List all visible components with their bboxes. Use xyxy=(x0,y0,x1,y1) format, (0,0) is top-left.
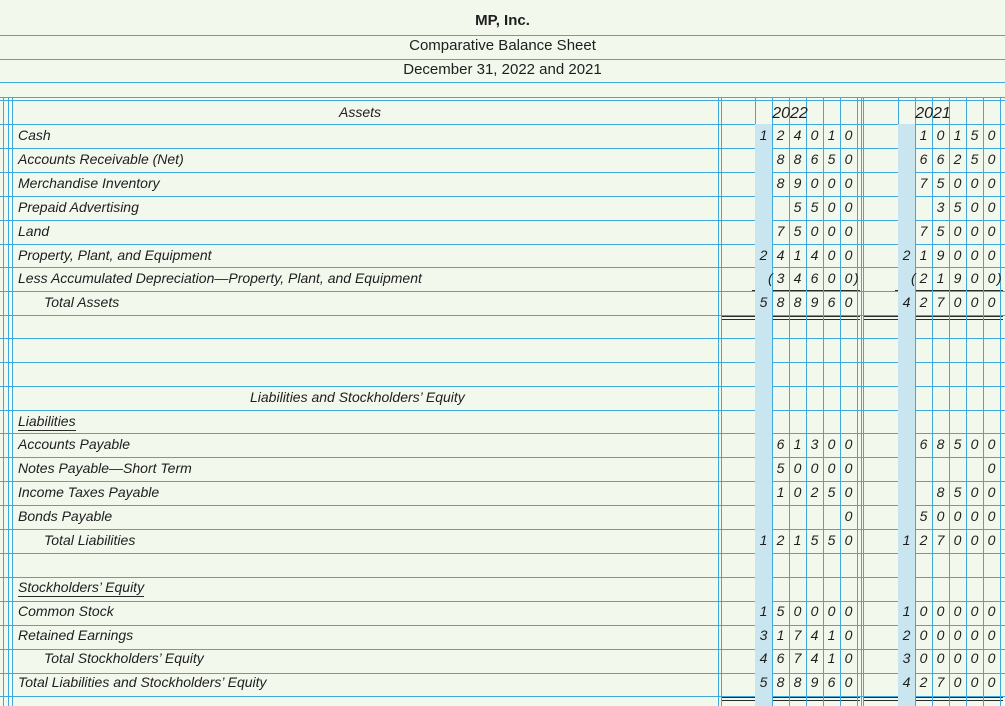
amount-2021-total-le-digit: 7 xyxy=(936,674,945,690)
row-rule xyxy=(0,244,1005,245)
column-rule xyxy=(718,97,719,706)
amount-2021-accum-dep-digit: 1 xyxy=(936,270,945,286)
amount-2021-total-se-digit: 0 xyxy=(919,650,928,666)
amount-2022-cash-digit: 0 xyxy=(810,127,819,143)
row-rule xyxy=(0,196,1005,197)
amount-2021-ar-digit: 5 xyxy=(970,151,979,167)
amount-2022-ar-digit: 5 xyxy=(827,151,836,167)
amount-2021-bonds-digit: 0 xyxy=(953,508,962,524)
amount-2022-land-digit: 0 xyxy=(810,223,819,239)
amount-2022-notes-digit: 0 xyxy=(827,460,836,476)
amount-2021-cash-digit: 1 xyxy=(953,127,962,143)
amount-2022-taxes-digit: 1 xyxy=(776,484,785,500)
column-rule xyxy=(721,97,722,706)
amount-2021-prepaid-digit: 5 xyxy=(953,199,962,215)
header-rule xyxy=(0,100,1005,101)
amount-2022-total-liab-digit: 0 xyxy=(844,532,853,548)
column-rule xyxy=(861,97,862,706)
row-label-taxes: Income Taxes Payable xyxy=(18,484,160,500)
amount-2021-land-digit: 7 xyxy=(919,223,928,239)
amount-2022-total-liab-digit: 2 xyxy=(776,532,785,548)
amount-2022-ppe-digit: 0 xyxy=(827,247,836,263)
amount-2021-cash-digit: 0 xyxy=(987,127,996,143)
amount-2021-bonds-digit: 5 xyxy=(919,508,928,524)
amount-2021-total-liab-digit: 0 xyxy=(953,532,962,548)
amount-2021-total-se-digit: 0 xyxy=(936,650,945,666)
equity-section-label: Stockholders’ Equity xyxy=(18,579,145,595)
amount-2022-ar-digit: 6 xyxy=(810,151,819,167)
row-label-ap: Accounts Payable xyxy=(18,436,131,452)
amount-2022-total-le-digit: 5 xyxy=(759,674,768,690)
amount-2022-ap-digit: 1 xyxy=(793,436,802,452)
amount-2022-ar-digit: 8 xyxy=(793,151,802,167)
row-label-total-assets: Total Assets xyxy=(44,294,120,310)
amount-2021-taxes-digit: 0 xyxy=(987,484,996,500)
amount-2022-taxes-digit: 0 xyxy=(793,484,802,500)
amount-2021-total-liab-digit: 0 xyxy=(987,532,996,548)
amount-2022-retained-digit: 1 xyxy=(827,627,836,643)
amount-2022-cash-digit: 2 xyxy=(776,127,785,143)
amount-2021-total-assets-digit: 7 xyxy=(936,294,945,310)
amount-2022-prepaid-digit: 0 xyxy=(844,199,853,215)
amount-2022-ar-digit: 8 xyxy=(776,151,785,167)
amount-2021-prepaid-digit: 0 xyxy=(970,199,979,215)
amount-2021-cash-digit: 1 xyxy=(919,127,928,143)
amount-2022-retained-digit: 3 xyxy=(759,627,768,643)
amount-2022-total-assets-digit: 5 xyxy=(759,294,768,310)
row-label-notes: Notes Payable—Short Term xyxy=(18,460,192,476)
amount-2021-land-digit: 0 xyxy=(953,223,962,239)
statement-title: Comparative Balance Sheet xyxy=(409,37,596,54)
amount-2021-total-liab-digit: 2 xyxy=(919,532,928,548)
amount-2021-accum-dep-close-paren: ) xyxy=(997,270,1002,286)
amount-2021-cash-digit: 0 xyxy=(936,127,945,143)
amount-2021-accum-dep-digit: 2 xyxy=(919,270,928,286)
row-rule xyxy=(0,553,1005,554)
amount-2022-prepaid-digit: 5 xyxy=(810,199,819,215)
amount-2022-accum-dep-digit: 4 xyxy=(793,270,802,286)
amount-2022-land-digit: 0 xyxy=(844,223,853,239)
amount-2022-inventory-digit: 0 xyxy=(844,175,853,191)
amount-2022-common-digit: 0 xyxy=(844,603,853,619)
amount-2022-total-se-digit: 7 xyxy=(793,650,802,666)
amount-2022-ap-digit: 3 xyxy=(810,436,819,452)
amount-2021-bonds-digit: 0 xyxy=(970,508,979,524)
row-label-prepaid: Prepaid Advertising xyxy=(18,199,139,215)
amount-2021-prepaid-digit: 3 xyxy=(936,199,945,215)
amount-2022-prepaid-digit: 5 xyxy=(793,199,802,215)
amount-2022-total-le-digit: 8 xyxy=(793,674,802,690)
amount-2022-accum-dep-digit: 6 xyxy=(810,270,819,286)
amount-2021-common-digit: 0 xyxy=(953,603,962,619)
row-rule xyxy=(0,362,1005,363)
amount-2021-ppe-digit: 0 xyxy=(987,247,996,263)
amount-2021-total-assets-digit: 2 xyxy=(919,294,928,310)
amount-2021-inventory-digit: 0 xyxy=(953,175,962,191)
amount-2021-total-assets-digit: 4 xyxy=(902,294,911,310)
row-rule xyxy=(0,529,1005,530)
amount-2021-land-digit: 0 xyxy=(970,223,979,239)
amount-2022-total-se-digit: 0 xyxy=(844,650,853,666)
row-rule xyxy=(0,457,1005,458)
row-rule xyxy=(0,505,1005,506)
row-label-ar: Accounts Receivable (Net) xyxy=(18,151,184,167)
amount-2021-total-liab-digit: 7 xyxy=(936,532,945,548)
amount-2022-total-le-digit: 8 xyxy=(776,674,785,690)
amount-2021-total-assets-digit: 0 xyxy=(987,294,996,310)
amount-2021-cash-digit: 5 xyxy=(970,127,979,143)
amount-2021-common-digit: 1 xyxy=(902,603,911,619)
amount-2021-bonds-digit: 0 xyxy=(936,508,945,524)
amount-2021-inventory-digit: 7 xyxy=(919,175,928,191)
amount-2021-accum-dep-digit: 0 xyxy=(970,270,979,286)
amount-2021-ar-digit: 6 xyxy=(936,151,945,167)
amount-2022-total-liab-digit: 5 xyxy=(810,532,819,548)
amount-2022-common-digit: 5 xyxy=(776,603,785,619)
row-rule xyxy=(0,625,1005,626)
amount-2021-total-le-digit: 0 xyxy=(953,674,962,690)
column-rule xyxy=(8,97,9,706)
amount-2022-bonds-digit: 0 xyxy=(844,508,853,524)
row-rule xyxy=(0,433,1005,434)
amount-2022-cash-digit: 1 xyxy=(759,127,768,143)
row-rule xyxy=(0,291,1005,292)
row-rule xyxy=(0,267,1005,268)
amount-2021-ppe-digit: 2 xyxy=(902,247,911,263)
amount-2022-total-le-digit: 6 xyxy=(827,674,836,690)
amount-2021-accum-dep-digit: 9 xyxy=(953,270,962,286)
amount-2022-total-assets-digit: 6 xyxy=(827,294,836,310)
amount-2022-prepaid-digit: 0 xyxy=(827,199,836,215)
amount-2021-ap-digit: 0 xyxy=(987,436,996,452)
amount-2022-accum-dep-digit: 0 xyxy=(844,270,853,286)
amount-2022-inventory-digit: 0 xyxy=(827,175,836,191)
amount-2022-taxes-digit: 0 xyxy=(844,484,853,500)
amount-2021-ap-digit: 0 xyxy=(970,436,979,452)
amount-2021-retained-digit: 0 xyxy=(936,627,945,643)
amount-2022-ppe-digit: 4 xyxy=(810,247,819,263)
amount-2022-accum-dep-close-paren: ) xyxy=(854,270,859,286)
row-label-total-se: Total Stockholders’ Equity xyxy=(44,650,204,666)
amount-2021-inventory-digit: 5 xyxy=(936,175,945,191)
amount-2021-common-digit: 0 xyxy=(970,603,979,619)
amount-2021-accum-dep-digit: 0 xyxy=(987,270,996,286)
row-label-bonds: Bonds Payable xyxy=(18,508,113,524)
row-rule xyxy=(0,577,1005,578)
amount-2021-land-digit: 0 xyxy=(987,223,996,239)
liab-equity-heading: Liabilities and Stockholders’ Equity xyxy=(250,389,465,405)
amount-2022-taxes-digit: 5 xyxy=(827,484,836,500)
amount-2022-total-assets-digit: 8 xyxy=(793,294,802,310)
row-rule xyxy=(0,601,1005,602)
amount-2022-inventory-digit: 8 xyxy=(776,175,785,191)
row-rule xyxy=(0,172,1005,173)
amount-2021-ppe-digit: 1 xyxy=(919,247,928,263)
amount-2021-taxes-digit: 5 xyxy=(953,484,962,500)
amount-2022-retained-digit: 4 xyxy=(810,627,819,643)
amount-2022-ar-digit: 0 xyxy=(844,151,853,167)
amount-2021-common-digit: 0 xyxy=(919,603,928,619)
amount-2021-taxes-digit: 0 xyxy=(970,484,979,500)
amount-2021-total-le-digit: 4 xyxy=(902,674,911,690)
column-rule xyxy=(1000,97,1001,706)
amount-2021-inventory-digit: 0 xyxy=(987,175,996,191)
amount-2021-ar-digit: 2 xyxy=(953,151,962,167)
amount-2022-cash-digit: 1 xyxy=(827,127,836,143)
header-rule xyxy=(0,97,1005,98)
amount-2022-cash-digit: 0 xyxy=(844,127,853,143)
amount-2021-ap-digit: 6 xyxy=(919,436,928,452)
amount-2021-total-assets-digit: 0 xyxy=(953,294,962,310)
amount-2022-accum-dep-digit: 3 xyxy=(776,270,785,286)
amount-2021-prepaid-digit: 0 xyxy=(987,199,996,215)
amount-2021-ar-digit: 0 xyxy=(987,151,996,167)
amount-2022-notes-digit: 5 xyxy=(776,460,785,476)
row-label-total-le: Total Liabilities and Stockholders’ Equity xyxy=(18,674,267,690)
amount-2022-common-digit: 0 xyxy=(793,603,802,619)
amount-2021-retained-digit: 0 xyxy=(970,627,979,643)
row-rule xyxy=(0,338,1005,339)
amount-2021-ar-digit: 6 xyxy=(919,151,928,167)
amount-2021-accum-dep-open-paren: ( xyxy=(911,270,916,286)
amount-2022-notes-digit: 0 xyxy=(793,460,802,476)
header-rule xyxy=(0,35,1005,36)
amount-2022-inventory-digit: 0 xyxy=(810,175,819,191)
amount-2021-total-liab-digit: 1 xyxy=(902,532,911,548)
amount-2021-retained-digit: 0 xyxy=(953,627,962,643)
row-label-inventory: Merchandise Inventory xyxy=(18,175,160,191)
amount-2021-taxes-digit: 8 xyxy=(936,484,945,500)
amount-2021-retained-digit: 0 xyxy=(987,627,996,643)
row-rule xyxy=(0,148,1005,149)
amount-2021-total-le-digit: 2 xyxy=(919,674,928,690)
row-label-common: Common Stock xyxy=(18,603,114,619)
amount-2022-ppe-digit: 1 xyxy=(793,247,802,263)
amount-2021-total-se-digit: 0 xyxy=(970,650,979,666)
amount-2022-ap-digit: 0 xyxy=(827,436,836,452)
amount-2022-total-assets-digit: 8 xyxy=(776,294,785,310)
row-label-ppe: Property, Plant, and Equipment xyxy=(18,247,212,263)
column-rule xyxy=(857,97,858,706)
row-label-retained: Retained Earnings xyxy=(18,627,134,643)
amount-2021-total-se-digit: 0 xyxy=(987,650,996,666)
amount-2021-total-le-digit: 0 xyxy=(970,674,979,690)
amount-2021-total-se-digit: 0 xyxy=(953,650,962,666)
amount-2021-ap-digit: 8 xyxy=(936,436,945,452)
amount-2021-land-digit: 5 xyxy=(936,223,945,239)
column-rule xyxy=(12,97,13,706)
row-rule xyxy=(0,220,1005,221)
amount-2022-land-digit: 5 xyxy=(793,223,802,239)
amount-2022-total-liab-digit: 1 xyxy=(793,532,802,548)
amount-2022-total-assets-digit: 9 xyxy=(810,294,819,310)
amount-2022-inventory-digit: 9 xyxy=(793,175,802,191)
amount-2021-total-se-digit: 3 xyxy=(902,650,911,666)
row-label-cash: Cash xyxy=(18,127,51,143)
amount-2021-bonds-digit: 0 xyxy=(987,508,996,524)
amount-2022-total-se-digit: 4 xyxy=(810,650,819,666)
amount-2022-retained-digit: 0 xyxy=(844,627,853,643)
amount-2022-land-digit: 0 xyxy=(827,223,836,239)
amount-2021-inventory-digit: 0 xyxy=(970,175,979,191)
amount-2022-common-digit: 0 xyxy=(810,603,819,619)
row-label-total-liab: Total Liabilities xyxy=(44,532,136,548)
amount-2022-cash-digit: 4 xyxy=(793,127,802,143)
year-2022-heading: 2022 xyxy=(772,105,808,122)
amount-2022-ppe-digit: 0 xyxy=(844,247,853,263)
row-label-land: Land xyxy=(18,223,50,239)
amount-2022-common-digit: 0 xyxy=(827,603,836,619)
row-label-accum-dep: Less Accumulated Depreciation—Property, Plant, and Equipment xyxy=(18,270,422,286)
amount-2022-ppe-digit: 2 xyxy=(759,247,768,263)
statement-date: December 31, 2022 and 2021 xyxy=(403,61,602,78)
amount-2021-total-liab-digit: 0 xyxy=(970,532,979,548)
assets-heading: Assets xyxy=(338,104,381,120)
amount-2022-total-se-digit: 1 xyxy=(827,650,836,666)
amount-2022-total-se-digit: 4 xyxy=(759,650,768,666)
amount-2022-total-liab-digit: 5 xyxy=(827,532,836,548)
year-2021-heading: 2021 xyxy=(915,105,951,122)
amount-2022-ap-digit: 0 xyxy=(844,436,853,452)
amount-2022-taxes-digit: 2 xyxy=(810,484,819,500)
amount-2022-retained-digit: 7 xyxy=(793,627,802,643)
amount-2022-ppe-digit: 4 xyxy=(776,247,785,263)
liabilities-section-label: Liabilities xyxy=(18,413,76,429)
amount-2022-total-se-digit: 6 xyxy=(776,650,785,666)
amount-2021-retained-digit: 0 xyxy=(919,627,928,643)
amount-2021-common-digit: 0 xyxy=(987,603,996,619)
row-rule xyxy=(0,481,1005,482)
header-rule xyxy=(0,59,1005,60)
amount-2022-total-assets-digit: 0 xyxy=(844,294,853,310)
row-rule xyxy=(0,124,1005,125)
amount-2022-notes-digit: 0 xyxy=(810,460,819,476)
amount-2022-common-digit: 1 xyxy=(759,603,768,619)
column-rule xyxy=(863,97,864,706)
company-name: MP, Inc. xyxy=(475,12,530,29)
amount-2022-notes-digit: 0 xyxy=(844,460,853,476)
amount-2022-accum-dep-digit: 0 xyxy=(827,270,836,286)
amount-2022-total-le-digit: 0 xyxy=(844,674,853,690)
amount-2022-ap-digit: 6 xyxy=(776,436,785,452)
amount-2021-notes-digit: 0 xyxy=(987,460,996,476)
amount-2022-land-digit: 7 xyxy=(776,223,785,239)
amount-2022-accum-dep-open-paren: ( xyxy=(768,270,773,286)
amount-2022-total-le-digit: 9 xyxy=(810,674,819,690)
amount-2021-retained-digit: 2 xyxy=(902,627,911,643)
row-rule xyxy=(0,696,1005,697)
row-rule xyxy=(0,410,1005,411)
column-rule xyxy=(3,97,4,706)
amount-2021-common-digit: 0 xyxy=(936,603,945,619)
header-rule xyxy=(0,82,1005,83)
amount-2021-ppe-digit: 0 xyxy=(953,247,962,263)
amount-2021-total-le-digit: 0 xyxy=(987,674,996,690)
amount-2022-retained-digit: 1 xyxy=(776,627,785,643)
amount-2021-ap-digit: 5 xyxy=(953,436,962,452)
amount-2021-total-assets-digit: 0 xyxy=(970,294,979,310)
row-rule xyxy=(0,386,1005,387)
amount-2021-ppe-digit: 0 xyxy=(970,247,979,263)
amount-2022-total-liab-digit: 1 xyxy=(759,532,768,548)
amount-2021-ppe-digit: 9 xyxy=(936,247,945,263)
row-rule xyxy=(0,315,1005,316)
